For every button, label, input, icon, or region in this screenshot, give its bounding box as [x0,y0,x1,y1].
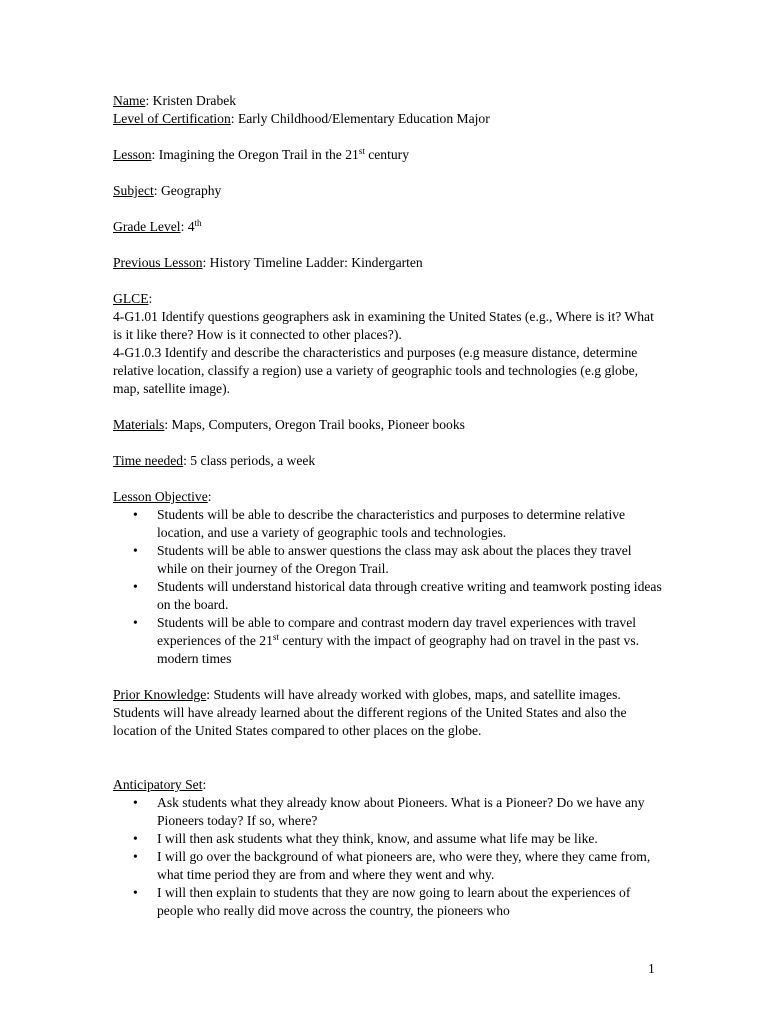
objective-list [113,506,664,668]
bullet-icon: • [133,885,138,900]
glce-standard-1: 4-G1.01 Identify questions geographers ask in examining the United States (e.g., Where is it? What is it like there? How is it connected to other places?). [113,309,654,342]
objective-item: • Students will be able to answer questions the class may ask about the places they travel while on their journey of the Oregon Trail. [133,543,632,576]
grade-superscript: th [194,218,202,228]
bullet-icon: • [133,507,138,522]
bullet-icon: • [133,543,138,558]
time-needed-value: : 5 class periods, a week [183,453,316,468]
lesson-value-end: century [364,147,409,162]
prior-knowledge-value: : Students will have already worked with globes, maps, and satellite images. Students will have already learned about the different regions of the United States and also the location of the United States compared to other places on the globe. [113,687,627,738]
previous-lesson-value: : History Timeline Ladder: Kindergarten [202,255,423,270]
materials-value: : Maps, Computers, Oregon Trail books, Pioneer books [164,417,465,432]
bullet-icon: • [133,831,138,846]
anticipatory-item: • I will then explain to students that they are now going to learn about the experiences of people who really did move across the country, the pioneers who [133,885,631,918]
anticipatory-colon: : [202,777,207,792]
previous-lesson-field [113,254,664,272]
objective-heading [113,488,664,506]
glce-label: GLCE [113,291,149,306]
anticipatory-item: • I will go over the background of what pioneers are, who were they, where they came from, what time period they are from and where they went and why. [133,849,651,882]
anticipatory-list [113,794,664,920]
materials-field [113,416,664,434]
grade-label: Grade Level [113,219,181,234]
anticipatory-label: Anticipatory Set [113,777,203,792]
lesson-field [113,146,664,164]
name-value: : Kristen Drabek [145,93,237,108]
certification-field [113,110,664,128]
page-number: 1 [648,961,655,976]
time-needed-label: Time needed [113,453,184,468]
bullet-icon: • [133,615,138,630]
name-field [113,92,664,110]
objective-colon: : [207,489,212,504]
glce-standard-2: 4-G1.0.3 Identify and describe the characteristics and purposes (e.g measure distance, determine relative location, classify a region) use a variety of geographic tools and technologies (e.g globe, map, satellite image). [113,345,639,396]
lesson-value: : Imagining the Oregon Trail in the 21 [151,147,359,162]
objective-label: Lesson Objective [113,489,208,504]
objective-superscript: st [272,632,279,642]
subject-value: : Geography [153,183,222,198]
lesson-superscript: st [358,146,365,156]
bullet-icon: • [133,579,138,594]
certification-value: : Early Childhood/Elementary Education Major [230,111,490,126]
bullet-icon: • [133,795,138,810]
grade-field [113,218,664,236]
glce-colon: : [148,291,153,306]
anticipatory-item: • I will then ask students what they think, know, and assume what life may be like. [133,831,598,846]
objective-item: • Students will be able to compare and contrast modern day travel experiences with travel experiences of the 21st century with the impact of geography had on travel in the past vs. modern times [133,615,640,666]
objective-item: • Students will understand historical data through creative writing and teamwork posting ideas on the board. [133,579,662,612]
anticipatory-item: • Ask students what they already know about Pioneers. What is a Pioneer? Do we have any Pioneers today? If so, where? [133,795,645,828]
grade-value: : 4 [180,219,195,234]
prior-knowledge-label: Prior Knowledge [113,687,207,702]
time-needed-field [113,452,664,470]
certification-label: Level of Certification [113,111,231,126]
prior-knowledge-field [113,686,664,740]
previous-lesson-label: Previous Lesson [113,255,203,270]
anticipatory-heading [113,776,664,794]
objective-item: • Students will be able to describe the characteristics and purposes to determine relative location, and use a variety of geographic tools and technologies. [133,507,626,540]
bullet-icon: • [133,849,138,864]
name-label: Name [113,93,146,108]
materials-label: Materials [113,417,165,432]
lesson-label: Lesson [113,147,152,162]
subject-label: Subject [113,183,154,198]
subject-field [113,182,664,200]
glce-heading [113,290,664,308]
